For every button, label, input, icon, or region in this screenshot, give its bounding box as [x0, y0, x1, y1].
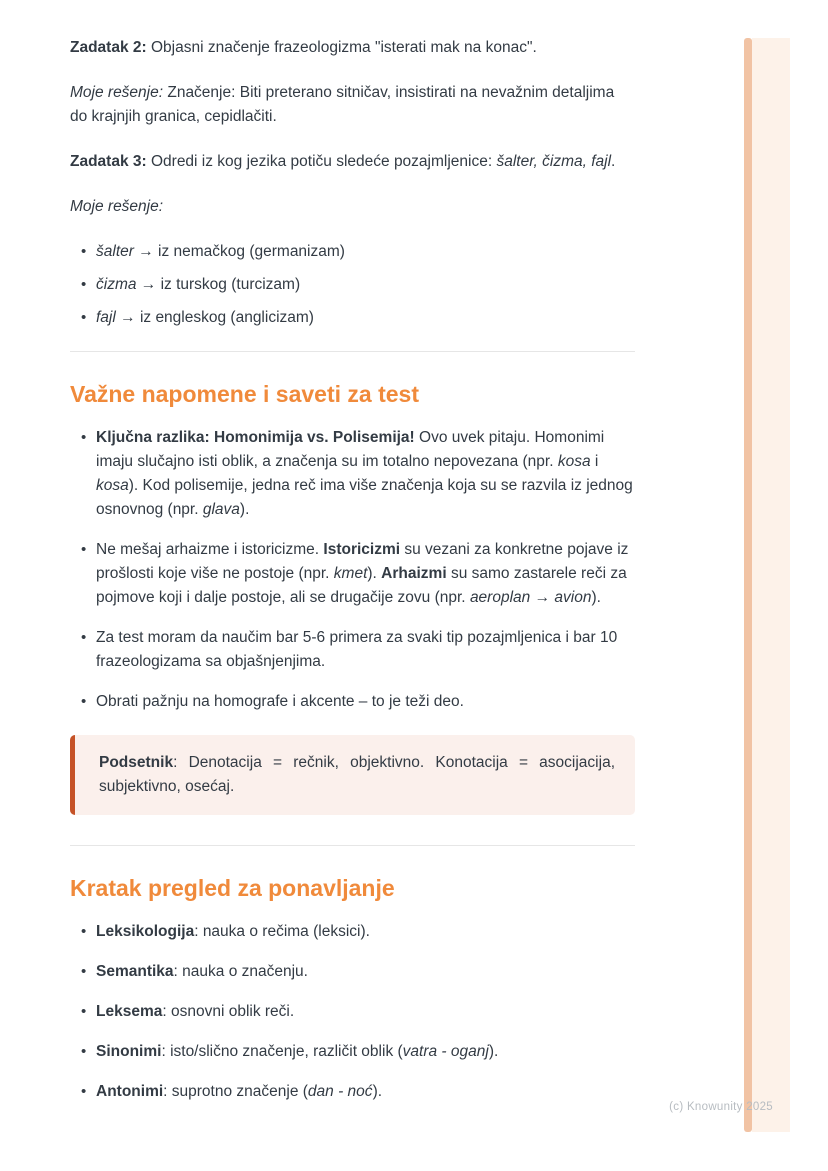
- section-title-notes: Važne napomene i saveti za test: [70, 381, 419, 407]
- list-item: • Leksikologija: nauka o rečima (leksici).: [96, 920, 635, 944]
- list-item: • Leksema: osnovni oblik reči.: [96, 1000, 635, 1024]
- spacer: [70, 815, 635, 843]
- notes-list: [70, 426, 635, 714]
- list-item: • Semantika: nauka o značenju.: [96, 960, 635, 984]
- task-2-paragraph: Zadatak 2: Objasni značenje frazeologizma "isterati mak na konac".: [70, 39, 537, 56]
- list-item: • čizma → iz turskog (turcizam): [96, 273, 635, 297]
- list-item: • Antonimi: suprotno značenje (dan - noć).: [96, 1080, 635, 1104]
- page-edge-stripe: [744, 38, 752, 1132]
- section-divider: [70, 351, 635, 352]
- document-content: [70, 36, 635, 1125]
- loanword-answers-list: [70, 240, 635, 330]
- section-title-review: Kratak pregled za ponavljanje: [70, 875, 395, 901]
- task-3-paragraph: Zadatak 3: Odredi iz kog jezika potiču sledeće pozajmljenice: šalter, čizma, fajl.: [70, 153, 616, 170]
- list-item: • Ključna razlika: Homonimija vs. Polisemija! Ovo uvek pitaju. Homonimi imaju slučajno isti oblik, a značenja su im totalno nepovezana (npr. kosa i kosa). Kod polisemije, jedna reč ima više značenja koja su se razvila iz jednog osnovnog (npr. glava).: [96, 426, 635, 522]
- list-item: • Obrati pažnju na homografe i akcente – to je teži deo.: [96, 690, 635, 714]
- reminder-text: Podsetnik: Denotacija = rečnik, objektivno. Konotacija = asocijacija, subjektivno, osećaj.: [99, 754, 615, 795]
- list-item: • Ne mešaj arhaizme i istoricizme. Istoricizmi su vezani za konkretne pojave iz prošlosti koje više ne postoje (npr. kmet). Arhaizmi su samo zastarele reči za pojmove koji i dalje postoje, ali se drugačije zovu (npr. aeroplan → avion).: [96, 538, 635, 610]
- reminder-callout: [70, 735, 635, 815]
- list-item: • Za test moram da naučim bar 5-6 primera za svaki tip pozajmljenica i bar 10 frazeologizama sa objašnjenjima.: [96, 626, 635, 674]
- copyright-watermark: (c) Knowunity 2025: [669, 1101, 773, 1113]
- list-item: • fajl → iz engleskog (anglicizam): [96, 306, 635, 330]
- review-list: [70, 920, 635, 1104]
- page-edge-panel: [752, 38, 790, 1132]
- task-3-solution-label: Moje rešenje:: [70, 198, 164, 215]
- list-item: • Sinonimi: isto/slično značenje, različit oblik (vatra - oganj).: [96, 1040, 635, 1064]
- list-item: • šalter → iz nemačkog (germanizam): [96, 240, 635, 264]
- task-2-solution: Moje rešenje: Značenje: Biti preterano sitničav, insistirati na nevažnim detaljima do krajnjih granica, cepidlačiti.: [70, 84, 615, 125]
- section-divider: [70, 845, 635, 846]
